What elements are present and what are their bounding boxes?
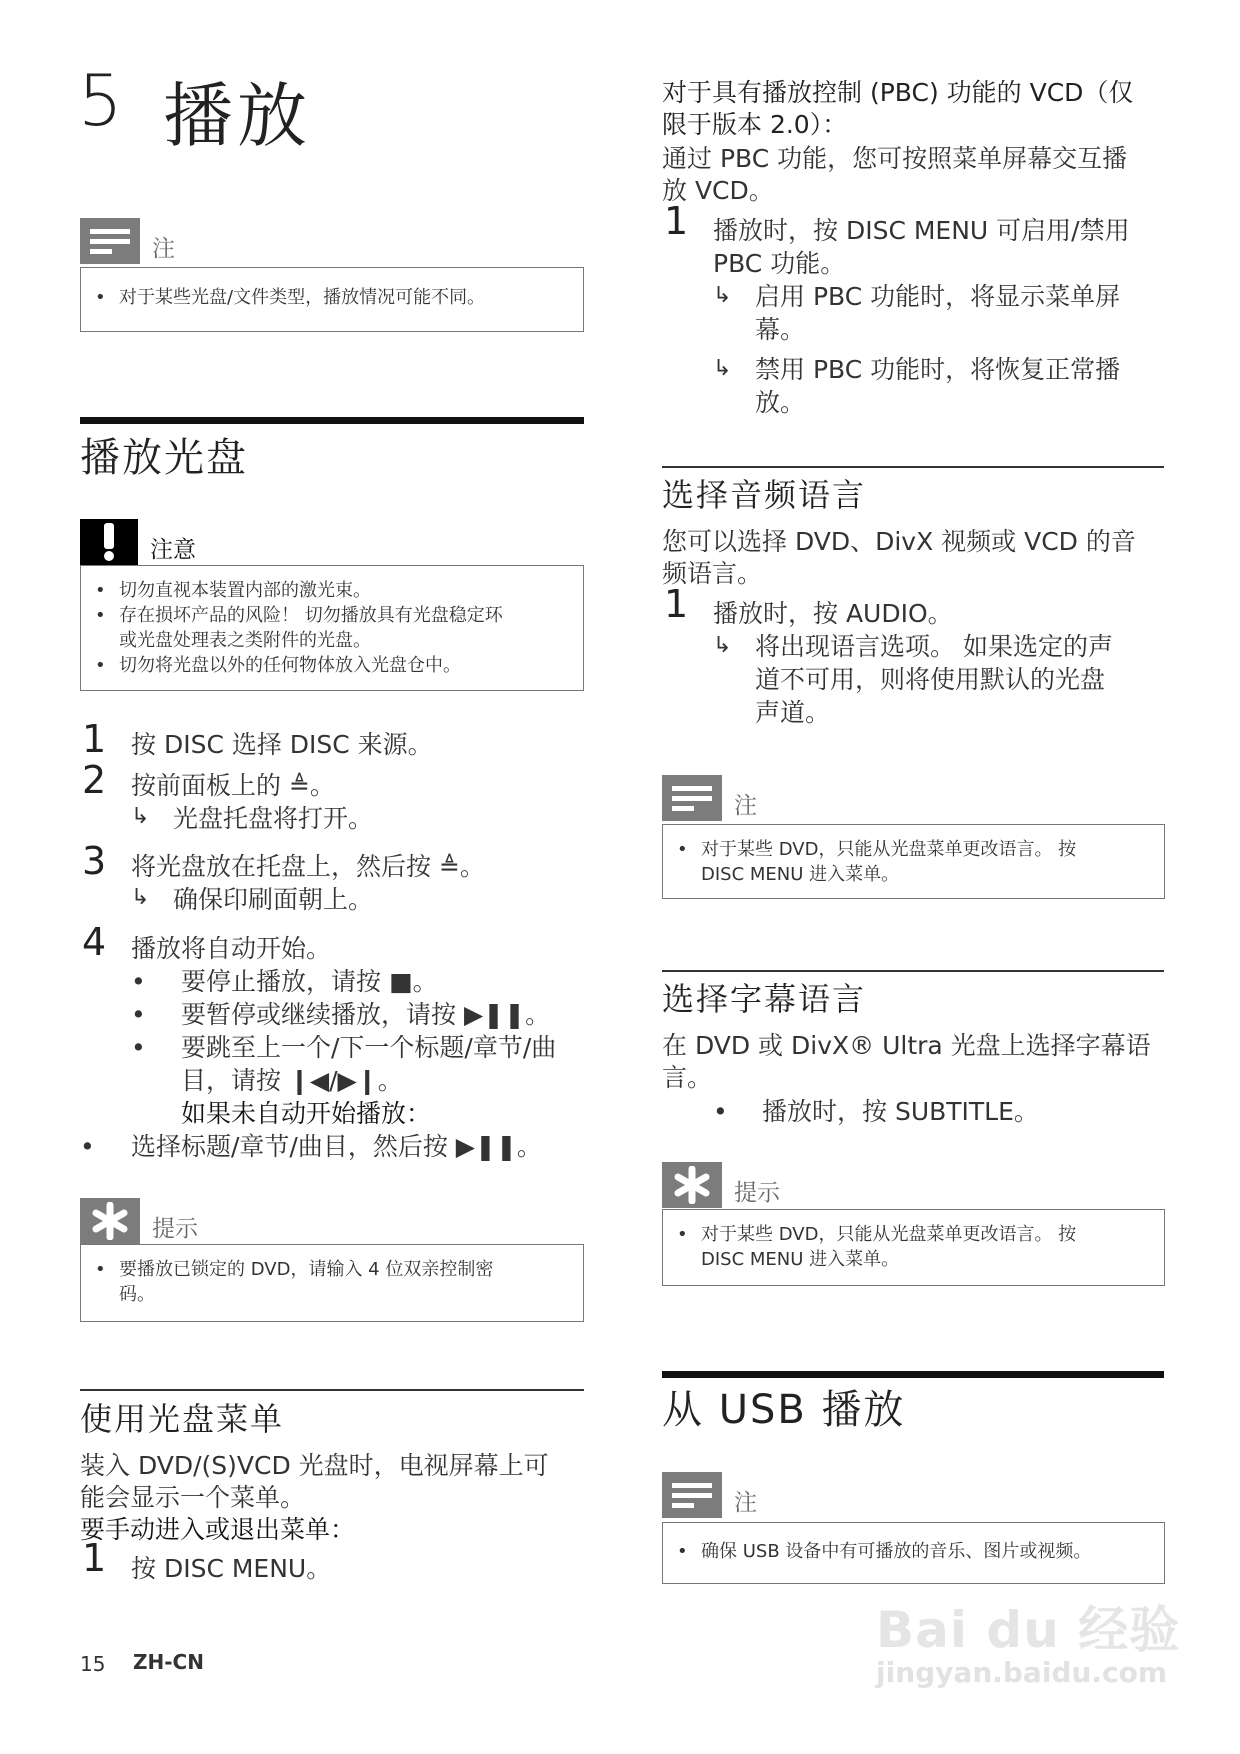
step-result-cont: 放。 bbox=[755, 388, 806, 417]
sub-bullet-cont: 目，请按 ❙◀/▶❙。 bbox=[181, 1066, 403, 1095]
note-item: 对于某些 DVD，只能从光盘菜单更改语言。 按 bbox=[701, 839, 1077, 860]
sub-bullet: 要停止播放，请按 ■。 bbox=[181, 967, 438, 996]
step-result: 启用 PBC 功能时，将显示菜单屏 bbox=[755, 282, 1121, 311]
step-number: 1 bbox=[82, 717, 107, 761]
note-icon bbox=[662, 1472, 722, 1518]
tip-item: 对于某些 DVD，只能从光盘菜单更改语言。 按 bbox=[701, 1224, 1077, 1245]
asterisk-icon bbox=[662, 1162, 722, 1208]
pbc-para: 放 VCD。 bbox=[662, 176, 774, 205]
return-arrow-icon: ↳ bbox=[713, 356, 732, 381]
asterisk-icon bbox=[80, 1198, 140, 1244]
chapter-number: 5 bbox=[78, 60, 123, 142]
section-title-play-disc: 播放光盘 bbox=[80, 435, 248, 481]
section-title-usb: 从 USB 播放 bbox=[662, 1387, 906, 1433]
section-rule bbox=[662, 466, 1164, 468]
note-item-cont: DISC MENU 进入菜单。 bbox=[701, 864, 900, 885]
return-arrow-icon: ↳ bbox=[131, 885, 150, 910]
tip-body: • 对于某些 DVD，只能从光盘菜单更改语言。 按 DISC MENU 进入菜单。 bbox=[662, 1209, 1165, 1286]
step-result: 光盘托盘将打开。 bbox=[173, 804, 374, 833]
return-arrow-icon: ↳ bbox=[131, 804, 150, 829]
caution-item: 切勿直视本装置内部的激光束。 bbox=[119, 580, 371, 601]
section-title-audio: 选择音频语言 bbox=[662, 476, 867, 514]
section-rule bbox=[80, 417, 584, 424]
baidu-watermark-url: jingyan.baidu.com bbox=[876, 1656, 1168, 1689]
step-text: 播放时，按 AUDIO。 bbox=[713, 599, 953, 628]
select-bullet: 选择标题/章节/曲目，然后按 ▶❚❚。 bbox=[131, 1132, 542, 1161]
disc-menu-para: 装入 DVD/(S)VCD 光盘时，电视屏幕上可 bbox=[80, 1451, 549, 1480]
pbc-heading: 限于版本 2.0）： bbox=[662, 110, 848, 139]
subtitle-para: 在 DVD 或 DivX® Ultra 光盘上选择字幕语 bbox=[662, 1031, 1151, 1060]
step-number: 4 bbox=[82, 920, 107, 964]
step-text: 将光盘放在托盘上，然后按 ≜。 bbox=[131, 852, 485, 881]
tip-item: 要播放已锁定的 DVD，请输入 4 位双亲控制密 bbox=[119, 1259, 494, 1280]
caution-label: 注意 bbox=[150, 537, 196, 563]
note-item: 确保 USB 设备中有可播放的音乐、图片或视频。 bbox=[701, 1541, 1092, 1562]
note-label: 注 bbox=[734, 793, 757, 819]
caution-body: • 切勿直视本装置内部的激光束。 • 存在损坏产品的风险！ 切勿播放具有光盘稳定环 或光盘处理表之类附件的光盘。 • 切勿将光盘以外的任何物体放入光盘仓中。 bbox=[80, 565, 584, 691]
step-result-cont: 道不可用，则将使用默认的光盘 bbox=[755, 665, 1106, 694]
if-not-auto: 如果未自动开始播放： bbox=[181, 1099, 432, 1128]
page-number: 15 bbox=[80, 1652, 106, 1676]
note-label: 注 bbox=[734, 1490, 757, 1516]
step-number: 1 bbox=[82, 1536, 107, 1580]
audio-para: 频语言。 bbox=[662, 559, 763, 588]
pbc-para: 通过 PBC 功能，您可按照菜单屏幕交互播 bbox=[662, 144, 1128, 173]
subtitle-bullet: 播放时，按 SUBTITLE。 bbox=[762, 1097, 1039, 1126]
caution-item: 切勿将光盘以外的任何物体放入光盘仓中。 bbox=[119, 655, 461, 676]
section-title-subtitle: 选择字幕语言 bbox=[662, 980, 867, 1018]
tip-label: 提示 bbox=[152, 1216, 198, 1242]
step-result-cont: 声道。 bbox=[755, 698, 831, 727]
step-text: 按 DISC 选择 DISC 来源。 bbox=[131, 730, 433, 759]
tip-box bbox=[80, 1198, 584, 1322]
note-box bbox=[662, 1472, 1165, 1584]
tip-item-cont: 码。 bbox=[119, 1284, 155, 1305]
sub-bullet: 要暂停或继续播放，请按 ▶❚❚。 bbox=[181, 1000, 551, 1029]
section-rule bbox=[80, 1389, 584, 1391]
exclamation-icon bbox=[80, 519, 138, 565]
return-arrow-icon: ↳ bbox=[713, 283, 732, 308]
caution-item-cont: 或光盘处理表之类附件的光盘。 bbox=[119, 630, 371, 651]
note-box bbox=[662, 775, 1165, 899]
step-number: 1 bbox=[664, 582, 689, 626]
tip-box bbox=[662, 1162, 1165, 1286]
step-result: 禁用 PBC 功能时，将恢复正常播 bbox=[755, 355, 1121, 384]
tip-item-cont: DISC MENU 进入菜单。 bbox=[701, 1249, 900, 1270]
step-result: 将出现语言选项。 如果选定的声 bbox=[755, 632, 1113, 661]
pbc-heading: 对于具有播放控制 (PBC) 功能的 VCD（仅 bbox=[662, 78, 1134, 107]
tip-body: • 要播放已锁定的 DVD，请输入 4 位双亲控制密 码。 bbox=[80, 1244, 584, 1322]
step-text: 播放时，按 DISC MENU 可启用/禁用 bbox=[713, 216, 1130, 245]
note-body: • 对于某些 DVD，只能从光盘菜单更改语言。 按 DISC MENU 进入菜单。 bbox=[662, 824, 1165, 899]
caution-item: 存在损坏产品的风险！ 切勿播放具有光盘稳定环 bbox=[119, 605, 503, 626]
step-text: 播放将自动开始。 bbox=[131, 934, 332, 963]
chapter-title: 播放 bbox=[163, 75, 311, 157]
step-result: 确保印刷面朝上。 bbox=[173, 885, 374, 914]
return-arrow-icon: ↳ bbox=[713, 633, 732, 658]
subtitle-para: 言。 bbox=[662, 1063, 713, 1092]
tip-label: 提示 bbox=[734, 1180, 780, 1206]
caution-box bbox=[80, 519, 584, 691]
audio-para: 您可以选择 DVD、DivX 视频或 VCD 的音 bbox=[662, 527, 1136, 556]
note-item: 对于某些光盘/文件类型，播放情况可能不同。 bbox=[119, 287, 486, 308]
step-number: 1 bbox=[664, 199, 689, 243]
sub-bullet: 要跳至上一个/下一个标题/章节/曲 bbox=[181, 1033, 557, 1062]
page-lang: ZH-CN bbox=[133, 1650, 204, 1674]
step-text: 按 DISC MENU。 bbox=[131, 1554, 332, 1583]
note-body: • 对于某些光盘/文件类型，播放情况可能不同。 bbox=[80, 267, 584, 332]
step-number: 3 bbox=[82, 839, 107, 883]
note-icon bbox=[662, 775, 722, 821]
step-number: 2 bbox=[82, 758, 107, 802]
step-text: 按前面板上的 ≜。 bbox=[131, 771, 335, 800]
step-result-cont: 幕。 bbox=[755, 315, 806, 344]
section-rule bbox=[662, 1371, 1164, 1378]
note-label: 注 bbox=[152, 236, 175, 262]
disc-menu-manual: 要手动进入或退出菜单： bbox=[80, 1515, 356, 1544]
note-body: • 确保 USB 设备中有可播放的音乐、图片或视频。 bbox=[662, 1522, 1165, 1584]
step-text-cont: PBC 功能。 bbox=[713, 249, 846, 278]
note-box bbox=[80, 218, 584, 332]
note-icon bbox=[80, 218, 140, 264]
section-title-disc-menu: 使用光盘菜单 bbox=[80, 1400, 285, 1438]
baidu-watermark-logo: Bai du 经验 bbox=[876, 1601, 1181, 1659]
disc-menu-para: 能会显示一个菜单。 bbox=[80, 1483, 306, 1512]
section-rule bbox=[662, 970, 1164, 972]
